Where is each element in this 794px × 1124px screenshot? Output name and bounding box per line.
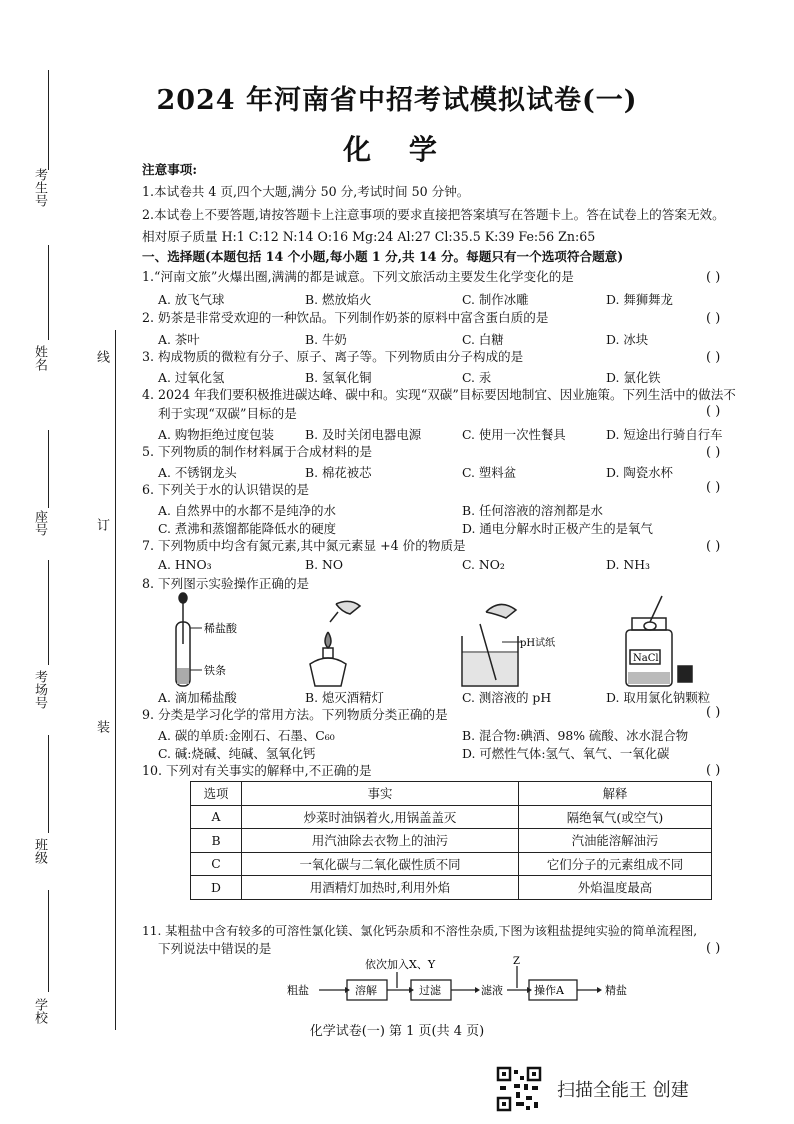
q3-option-a: A. 过氧化氢 [158, 370, 225, 385]
q1-option-d: D. 舞狮舞龙 [606, 292, 673, 307]
q10-header-option: 选项 [191, 782, 242, 806]
q4-stem-line1: 4. 2024 年我们要积极推进碳达峰、碳中和。实现“双碳”目标要因地制宜、因业施策。下列生活中的做法不 [142, 387, 736, 402]
q9-option-d: D. 可燃性气体:氢气、氧气、一氧化碳 [462, 746, 670, 761]
flow-node-dissolve: 溶解 [355, 984, 377, 997]
q10-cell-option: C [191, 852, 242, 876]
scanner-watermark: 扫描全能王 创建 [557, 1080, 689, 1101]
side-field-school-line [48, 890, 49, 992]
q4-option-d: D. 短途出行骑自行车 [606, 427, 723, 442]
q5-option-a: A. 不锈钢龙头 [158, 465, 237, 480]
q9-answer-paren: ( ) [706, 705, 721, 720]
q6-option-a: A. 自然界中的水都不是纯净的水 [158, 503, 336, 518]
binding-mark-order: 订 [94, 518, 109, 531]
q4-option-a: A. 购物拒绝过度包装 [158, 427, 274, 442]
q5-option-d: D. 陶瓷水杯 [606, 465, 673, 480]
q8-stem: 8. 下列图示实验操作正确的是 [142, 576, 310, 591]
q5-answer-paren: ( ) [706, 445, 721, 460]
q11-flowchart [285, 956, 645, 1006]
q8-option-d: D. 取用氯化钠颗粒 [606, 690, 711, 705]
q6-option-b: B. 任何溶液的溶剂都是水 [462, 503, 603, 518]
table-row [191, 829, 712, 853]
q8-label-acid: 稀盐酸 [204, 622, 237, 635]
flow-node-crude-salt: 粗盐 [287, 984, 309, 997]
side-field-exam-room-line [48, 560, 49, 665]
q3-option-c: C. 汞 [462, 370, 492, 385]
q8-figure-b-alcohol-lamp [310, 601, 360, 686]
q8-label-strip: 铁条 [204, 664, 226, 677]
q2-option-c: C. 白糖 [462, 332, 504, 347]
flow-node-operation-a: 操作A [534, 984, 564, 997]
q4-option-c: C. 使用一次性餐具 [462, 427, 566, 442]
q10-cell-fact: 炒菜时油锅着火,用锅盖盖灭 [242, 805, 519, 829]
q11-answer-paren: ( ) [706, 941, 721, 956]
q8-option-a: A. 滴加稀盐酸 [158, 690, 237, 705]
q2-option-d: D. 冰块 [606, 332, 649, 347]
flow-node-filtrate: 滤液 [481, 984, 503, 997]
q10-table-header-row [191, 782, 712, 806]
q7-option-b: B. NO [305, 557, 343, 572]
q7-answer-paren: ( ) [706, 539, 721, 554]
q2-option-a: A. 茶叶 [158, 332, 200, 347]
side-field-name: 姓名 [32, 345, 47, 371]
q3-option-b: B. 氢氧化铜 [305, 370, 372, 385]
notes-heading: 注意事项: [142, 162, 198, 177]
side-field-exam-number: 考生号 [32, 168, 47, 207]
q10-header-fact: 事实 [242, 782, 519, 806]
side-field-class-line [48, 735, 49, 833]
q6-option-c: C. 煮沸和蒸馏都能降低水的硬度 [158, 521, 336, 536]
q5-option-b: B. 棉花被芯 [305, 465, 372, 480]
page-footer: 化学试卷(一) 第 1 页(共 4 页) [309, 1024, 485, 1039]
q11-stem-line1: 11. 某粗盐中含有较多的可溶性氯化镁、氯化钙杂质和不溶性杂质,下图为该粗盐提纯实验的简单流程图, [142, 924, 698, 938]
q10-cell-fact: 用酒精灯加热时,利用外焰 [242, 876, 519, 900]
side-field-seat-line [48, 430, 49, 508]
q4-stem-line2: 利于实现“双碳”目标的是 [158, 406, 297, 421]
atomic-masses: 相对原子质量 H:1 C:12 N:14 O:16 Mg:24 Al:27 Cl:35.5 K:39 Fe:56 Zn:65 [142, 229, 596, 244]
side-field-class: 班级 [32, 838, 47, 864]
notes-item-1: 1.本试卷共 4 页,四个大题,满分 50 分,考试时间 50 分钟。 [142, 184, 470, 199]
q7-option-c: C. NO₂ [462, 557, 505, 572]
q10-cell-option: A [191, 805, 242, 829]
q3-option-d: D. 氯化铁 [606, 370, 661, 385]
q8-figures [150, 592, 710, 688]
q6-stem: 6. 下列关于水的认识错误的是 [142, 482, 310, 497]
flow-add-z: Z [513, 956, 520, 967]
q10-cell-option: B [191, 829, 242, 853]
q4-answer-paren: ( ) [706, 404, 721, 419]
q1-option-a: A. 放飞气球 [158, 292, 225, 307]
q8-figure-c-beaker [462, 604, 522, 686]
side-field-school: 学校 [32, 998, 47, 1024]
q3-stem: 3. 构成物质的微粒有分子、原子、离子等。下列物质由分子构成的是 [142, 349, 524, 364]
q1-stem: 1.“河南文旅”火爆出圈,满满的都是诚意。下列文旅活动主要发生化学变化的是 [142, 269, 574, 284]
q1-answer-paren: ( ) [706, 270, 721, 285]
q3-answer-paren: ( ) [706, 350, 721, 365]
q8-label-ph-paper: pH试纸 [520, 638, 556, 649]
side-field-name-line [48, 245, 49, 340]
q7-stem: 7. 下列物质中均含有氮元素,其中氮元素显 +4 价的物质是 [142, 538, 466, 553]
q2-option-b: B. 牛奶 [305, 332, 347, 347]
q10-cell-option: D [191, 876, 242, 900]
q10-cell-explanation: 外焰温度最高 [519, 876, 712, 900]
exam-subject: 化 学 [343, 133, 451, 166]
table-row [191, 805, 712, 829]
table-row [191, 876, 712, 900]
q10-stem: 10. 下列对有关事实的解释中,不正确的是 [142, 763, 372, 778]
q8-figure-a-test-tube [176, 593, 202, 686]
q9-option-b: B. 混合物:碘酒、98% 硫酸、冰水混合物 [462, 728, 689, 743]
notes-item-2: 2.本试卷上不要答题,请按答题卡上注意事项的要求直接把答案填写在答题卡上。答在试卷上的答案无效。 [142, 207, 725, 222]
q1-option-b: B. 燃放焰火 [305, 292, 372, 307]
q6-answer-paren: ( ) [706, 480, 721, 495]
exam-title: 2024 年河南省中招考试模拟试卷(一) [156, 85, 638, 116]
side-field-seat: 座号 [32, 510, 47, 536]
q10-cell-explanation: 它们分子的元素组成不同 [519, 852, 712, 876]
q11-stem-line2: 下列说法中错误的是 [158, 941, 272, 956]
q10-cell-fact: 用汽油除去衣物上的油污 [242, 829, 519, 853]
q7-option-a: A. HNO₃ [158, 557, 212, 572]
q8-option-c: C. 测溶液的 pH [462, 690, 552, 705]
q10-cell-fact: 一氧化碳与二氧化碳性质不同 [242, 852, 519, 876]
q8-label-nacl: NaCl [633, 653, 659, 664]
q7-option-d: D. NH₃ [606, 557, 650, 572]
q2-stem: 2. 奶茶是非常受欢迎的一种饮品。下列制作奶茶的原料中富含蛋白质的是 [142, 310, 549, 325]
q1-option-c: C. 制作冰雕 [462, 292, 529, 307]
binding-mark-bind: 装 [94, 720, 109, 733]
q8-option-b: B. 熄灭酒精灯 [305, 690, 384, 705]
q10-answer-paren: ( ) [706, 763, 721, 778]
q9-option-c: C. 碱:烧碱、纯碱、氢氧化钙 [158, 746, 316, 761]
q8-figure-d-reagent-jar [626, 596, 692, 686]
flow-node-filter: 过滤 [419, 984, 441, 997]
flow-add-xy: 依次加入X、Y [365, 958, 436, 971]
q5-stem: 5. 下列物质的制作材料属于合成材料的是 [142, 444, 373, 459]
qr-code-icon [496, 1066, 542, 1112]
q4-option-b: B. 及时关闭电器电源 [305, 427, 422, 442]
q10-header-explanation: 解释 [519, 782, 712, 806]
side-field-exam-room: 考场号 [32, 670, 47, 709]
q10-table [190, 781, 712, 900]
q10-cell-explanation: 汽油能溶解油污 [519, 829, 712, 853]
section1-heading: 一、选择题(本题包括 14 个小题,每小题 1 分,共 14 分。每题只有一个选项符合题意) [142, 249, 624, 264]
q9-stem: 9. 分类是学习化学的常用方法。下列物质分类正确的是 [142, 707, 448, 722]
q6-option-d: D. 通电分解水时正极产生的是氧气 [462, 521, 653, 536]
q5-option-c: C. 塑料盆 [462, 465, 517, 480]
q10-cell-explanation: 隔绝氧气(或空气) [519, 805, 712, 829]
table-row [191, 852, 712, 876]
q2-answer-paren: ( ) [706, 311, 721, 326]
binding-mark-line: 线 [94, 350, 109, 363]
flow-node-refined-salt: 精盐 [605, 984, 627, 997]
q9-option-a: A. 碳的单质:金刚石、石墨、C₆₀ [158, 728, 335, 743]
binding-margin-line [115, 330, 116, 1030]
